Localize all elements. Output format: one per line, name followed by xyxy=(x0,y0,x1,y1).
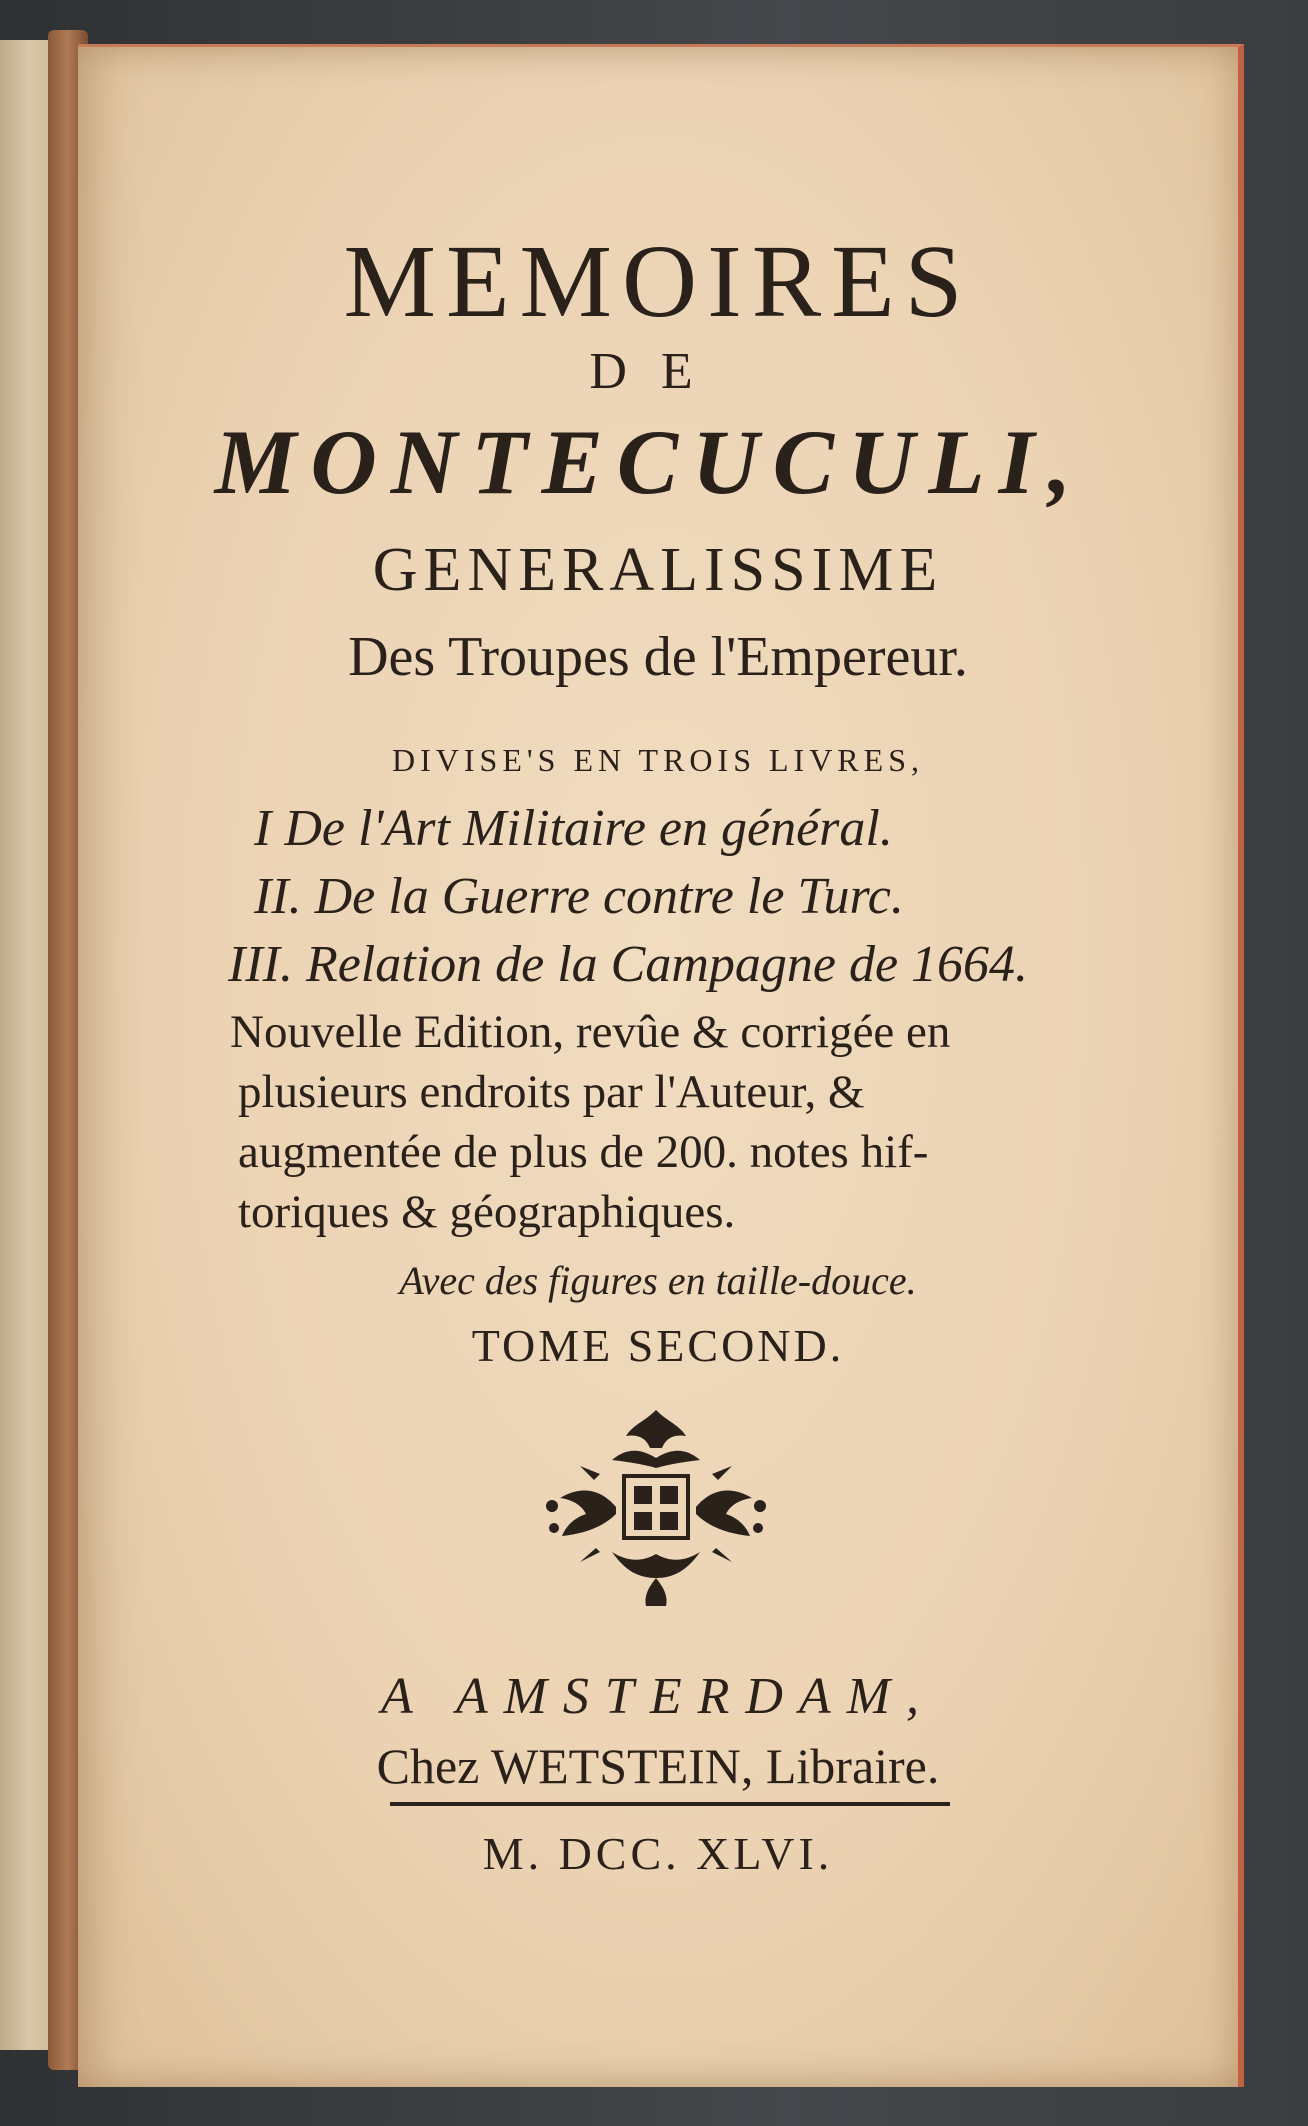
imprint-publisher: Chez WETSTEIN, Libraire. xyxy=(376,1738,940,1794)
author-name: MONTECUCULI, xyxy=(214,411,1086,513)
edition-line: Nouvelle Edition, revûe & corrigée en xyxy=(230,1006,951,1058)
book-list-item: I De l'Art Militaire en général. xyxy=(254,800,893,857)
imprint-place: A AMSTERDAM, xyxy=(380,1668,936,1725)
author-rank: GENERALISSIME xyxy=(372,536,944,604)
imprint-date: M. DCC. XLVI. xyxy=(482,1828,834,1879)
imprint-rule xyxy=(390,1802,950,1806)
book-title: MEMOIRES xyxy=(343,224,973,339)
figures-note: Avec des figures en taille-douce. xyxy=(399,1258,917,1303)
edition-line: augmentée de plus de 200. notes hif- xyxy=(238,1126,929,1178)
book-list-item: II. De la Guerre contre le Turc. xyxy=(254,868,904,925)
author-rank-detail: Des Troupes de l'Empereur. xyxy=(348,626,968,688)
printers-ornament-icon xyxy=(516,1402,796,1612)
edition-line: toriques & géographiques. xyxy=(238,1186,736,1238)
title-page xyxy=(78,44,1244,2087)
book-list-item: III. Relation de la Campagne de 1664. xyxy=(228,936,1029,993)
division-heading: DIVISE'S EN TROIS LIVRES, xyxy=(392,742,924,778)
edition-line: plusieurs endroits par l'Auteur, & xyxy=(238,1066,865,1118)
title-connector: DE xyxy=(589,343,727,400)
volume-label: TOME SECOND. xyxy=(471,1320,845,1371)
